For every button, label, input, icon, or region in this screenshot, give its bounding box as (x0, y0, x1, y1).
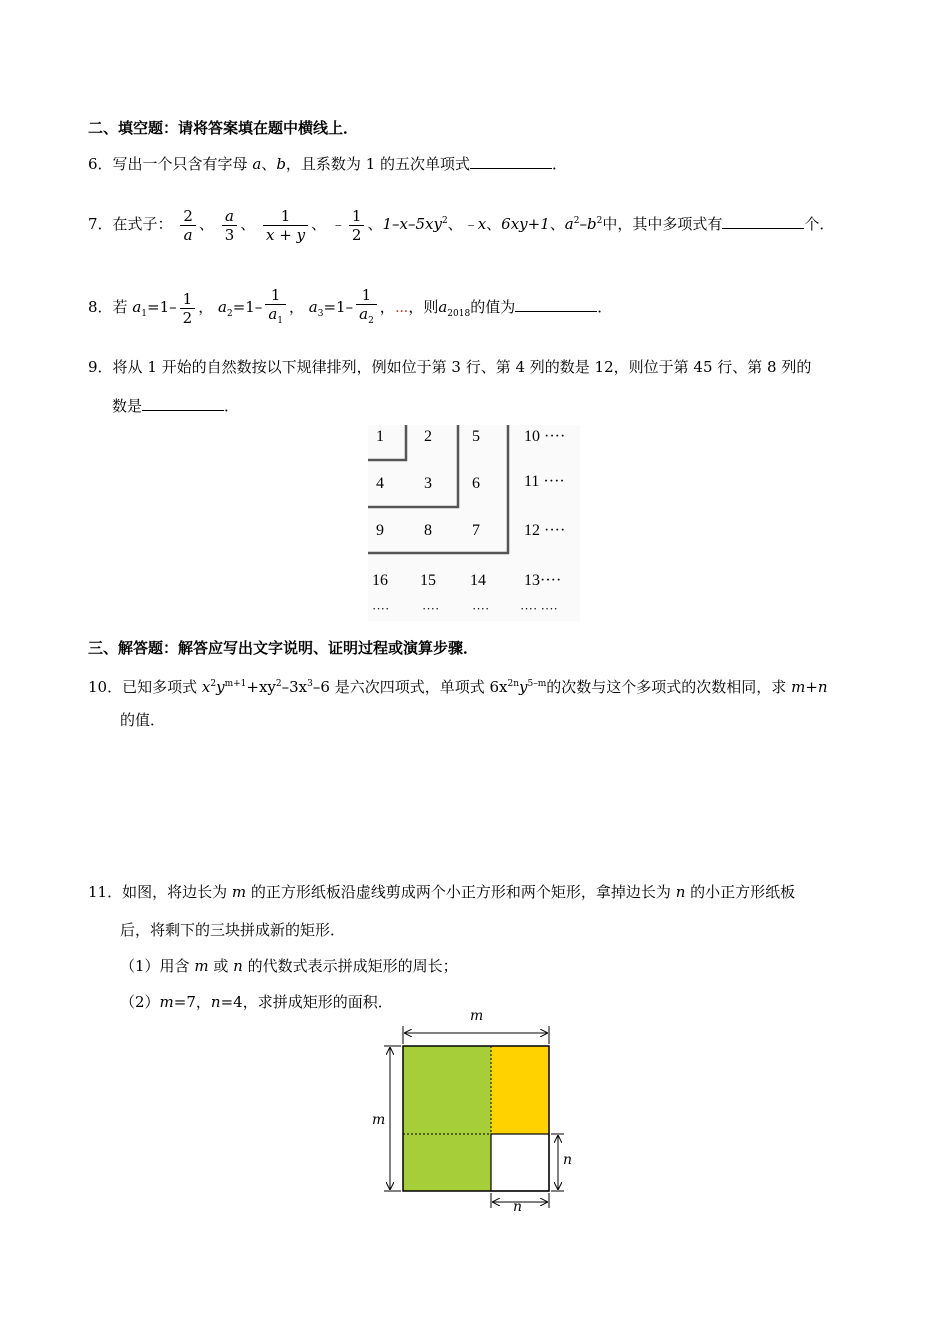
question-11-part-1: （1）用含 m 或 n 的代数式表示拼成矩形的周长； (120, 957, 458, 975)
grid-cell: 1 (376, 428, 384, 445)
question-10: 10．已知多项式 $x^2y^{m+1}+xy^2-3x^3-6$ 是六次四项式，单项式 $6x^{2n}y^{5-m}$的次数与这个多项式的次数相同，求 m+n (88, 678, 828, 696)
question-11: 11．如图，将边长为 m 的正方形纸板沿虚线剪成两个小正方形和两个矩形，拿掉边长为 n 的小正方形纸板 (88, 883, 796, 901)
grid-cell: 14 (470, 572, 486, 589)
grid-cell: 11 ···· (524, 473, 565, 490)
number-grid-figure (368, 425, 580, 621)
label-m-top: m (470, 1008, 484, 1024)
label-n-right: n (563, 1152, 573, 1168)
fraction: $\frac{a}{3}$ (222, 207, 238, 244)
grid-cell: 15 (420, 572, 436, 589)
question-6: 6．写出一个只含有字母 a、b，且系数为 1 的五次单项式 ． (88, 155, 568, 173)
question-9-line-2: 数是 ． (112, 397, 240, 415)
white-square (491, 1134, 549, 1191)
fraction: $\frac{1}{2}$ (349, 207, 365, 244)
green-square (403, 1046, 491, 1134)
grid-cell: 10 ···· (524, 428, 566, 445)
question-11-line-2: 后，将剩下的三块拼成新的矩形． (120, 921, 346, 939)
fraction: $\frac{1}{2}$ (180, 290, 196, 327)
grid-cell: ···· (372, 601, 390, 616)
fraction: $\frac{1}{a_2}$ (356, 286, 377, 330)
grid-cell: ···· (472, 601, 490, 616)
grid-cell: 13···· (524, 572, 562, 589)
grid-cell: 4 (376, 475, 384, 492)
grid-cell: ···· (422, 601, 440, 616)
answer-blank[interactable] (470, 154, 552, 169)
label-n-bottom: n (513, 1199, 523, 1215)
grid-cell: 9 (376, 522, 384, 539)
label-m-left: m (372, 1112, 386, 1128)
square-diagram (360, 1016, 580, 1216)
grid-cell: 2 (424, 428, 432, 445)
question-7: 7．在式子： $\frac{2}{a}$ 、 $\frac{a}{3}$ 、 $\frac{1}{x + y}$ 、 ﹣ $\frac{1}{2}$ 、$1-x-5xy^2$、﹣x、6xy+1、$a^2-b^2$中，其中多项式有 个． (88, 206, 835, 244)
grid-cell: 7 (472, 522, 480, 539)
answer-blank[interactable] (515, 297, 597, 312)
grid-cell: 5 (472, 428, 480, 445)
fraction: $\frac{1}{a_1}$ (265, 286, 286, 330)
answer-blank[interactable] (722, 214, 804, 229)
question-9: 9．将从 1 开始的自然数按以下规律排列，例如位于第 3 行、第 4 列的数是 12，则位于第 45 行、第 8 列的 (88, 358, 812, 376)
green-rect (403, 1134, 491, 1191)
grid-cell: 3 (424, 475, 432, 492)
yellow-rect (491, 1046, 549, 1134)
fraction: $\frac{2}{a}$ (180, 207, 196, 244)
grid-cell: 8 (424, 522, 432, 539)
section-2-heading: 二、填空题：请将答案填在题中横线上． (88, 119, 359, 137)
grid-cell: ···· ···· (520, 601, 558, 616)
fraction: $\frac{1}{x + y}$ (263, 207, 308, 244)
grid-cell: 12 ···· (524, 522, 566, 539)
square-cut-figure (360, 1008, 580, 1216)
question-11-part-2: （2）m=7，n=4，求拼成矩形的面积． (120, 993, 393, 1011)
section-3-heading: 三、解答题：解答应写出文字说明、证明过程或演算步骤． (88, 639, 479, 657)
question-10-line-2: 的值． (120, 711, 166, 729)
answer-blank[interactable] (142, 396, 224, 411)
grid-cell: 16 (372, 572, 388, 589)
grid-cell: 6 (472, 475, 480, 492)
question-8: 8．若 $a_1=1-$ $\frac{1}{2}$ ， $a_2=1-$ $\frac{1}{a_1}$ ， $a_3=1-$ $\frac{1}{a_2}$ ，⋯，则$a_{2018}$的值为 ． (88, 284, 612, 337)
